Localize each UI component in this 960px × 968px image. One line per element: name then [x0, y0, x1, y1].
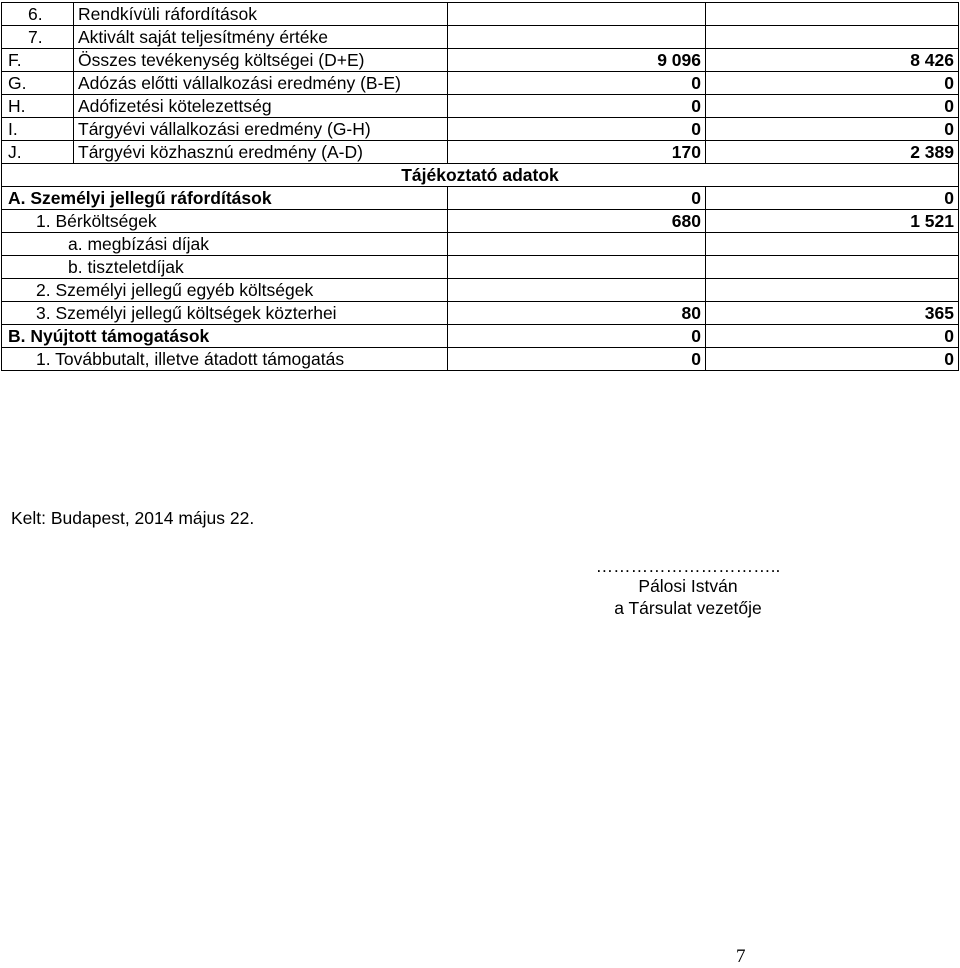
- info-row-label: 1. Továbbutalt, illetve átadott támogatás: [2, 348, 448, 371]
- table-row: [2, 49, 959, 72]
- prev-year-value: 0: [448, 187, 706, 210]
- prev-year-value: 80: [448, 302, 706, 325]
- current-year-value: 0: [706, 118, 959, 141]
- info-row-label: A. Személyi jellegű ráfordítások: [2, 187, 448, 210]
- row-index: 7.: [2, 26, 74, 49]
- table-row: [2, 256, 959, 279]
- info-section-header: Tájékoztató adatok: [2, 164, 959, 187]
- prev-year-value: 0: [448, 325, 706, 348]
- current-year-value: [706, 3, 959, 26]
- prev-year-value: [448, 279, 706, 302]
- row-index: J.: [2, 141, 74, 164]
- prev-year-value: 680: [448, 210, 706, 233]
- table-row: [2, 3, 959, 26]
- row-label: Tárgyévi vállalkozási eredmény (G-H): [74, 118, 448, 141]
- signature-line: …………………………..: [595, 556, 781, 576]
- table-row: [2, 210, 959, 233]
- table-section-header-row: [2, 164, 959, 187]
- current-year-value: 0: [706, 95, 959, 118]
- current-year-value: [706, 279, 959, 302]
- prev-year-value: [448, 26, 706, 49]
- info-row-label: B. Nyújtott támogatások: [2, 325, 448, 348]
- prev-year-value: 0: [448, 118, 706, 141]
- table-row: [2, 302, 959, 325]
- current-year-value: 0: [706, 72, 959, 95]
- row-index: 6.: [2, 3, 74, 26]
- prev-year-value: [448, 3, 706, 26]
- info-row-label: b. tiszteletdíjak: [2, 256, 448, 279]
- row-index: I.: [2, 118, 74, 141]
- row-label: Adózás előtti vállalkozási eredmény (B-E): [74, 72, 448, 95]
- table-row: [2, 118, 959, 141]
- table-row: [2, 26, 959, 49]
- table-row: [2, 95, 959, 118]
- current-year-value: 2 389: [706, 141, 959, 164]
- signatory-title: a Társulat vezetője: [614, 598, 762, 618]
- row-index: H.: [2, 95, 74, 118]
- current-year-value: 0: [706, 187, 959, 210]
- info-row-label: 2. Személyi jellegű egyéb költségek: [2, 279, 448, 302]
- prev-year-value: [448, 256, 706, 279]
- financial-report-table: [1, 2, 959, 371]
- current-year-value: 0: [706, 348, 959, 371]
- current-year-value: 365: [706, 302, 959, 325]
- current-year-value: 1 521: [706, 210, 959, 233]
- row-index: G.: [2, 72, 74, 95]
- prev-year-value: 9 096: [448, 49, 706, 72]
- current-year-value: 0: [706, 325, 959, 348]
- prev-year-value: 0: [448, 72, 706, 95]
- row-label: Tárgyévi közhasznú eredmény (A-D): [74, 141, 448, 164]
- page-number: 7: [736, 946, 746, 967]
- current-year-value: 8 426: [706, 49, 959, 72]
- table-row: [2, 141, 959, 164]
- current-year-value: [706, 256, 959, 279]
- info-row-label: 1. Bérköltségek: [2, 210, 448, 233]
- row-label: Rendkívüli ráfordítások: [74, 3, 448, 26]
- info-row-label: a. megbízási díjak: [2, 233, 448, 256]
- table-row: [2, 233, 959, 256]
- row-index: F.: [2, 49, 74, 72]
- prev-year-value: 170: [448, 141, 706, 164]
- table-row: [2, 325, 959, 348]
- row-label: Összes tevékenység költségei (D+E): [74, 49, 448, 72]
- row-label: Aktivált saját teljesítmény értéke: [74, 26, 448, 49]
- info-row-label: 3. Személyi jellegű költségek közterhei: [2, 302, 448, 325]
- prev-year-value: 0: [448, 348, 706, 371]
- current-year-value: [706, 233, 959, 256]
- table-row: [2, 72, 959, 95]
- row-label: Adófizetési kötelezettség: [74, 95, 448, 118]
- current-year-value: [706, 26, 959, 49]
- place-and-date: Kelt: Budapest, 2014 május 22.: [11, 508, 255, 528]
- signatory-name: Pálosi István: [638, 576, 738, 596]
- table-row: [2, 187, 959, 210]
- table-row: [2, 348, 959, 371]
- table-row: [2, 279, 959, 302]
- prev-year-value: 0: [448, 95, 706, 118]
- prev-year-value: [448, 233, 706, 256]
